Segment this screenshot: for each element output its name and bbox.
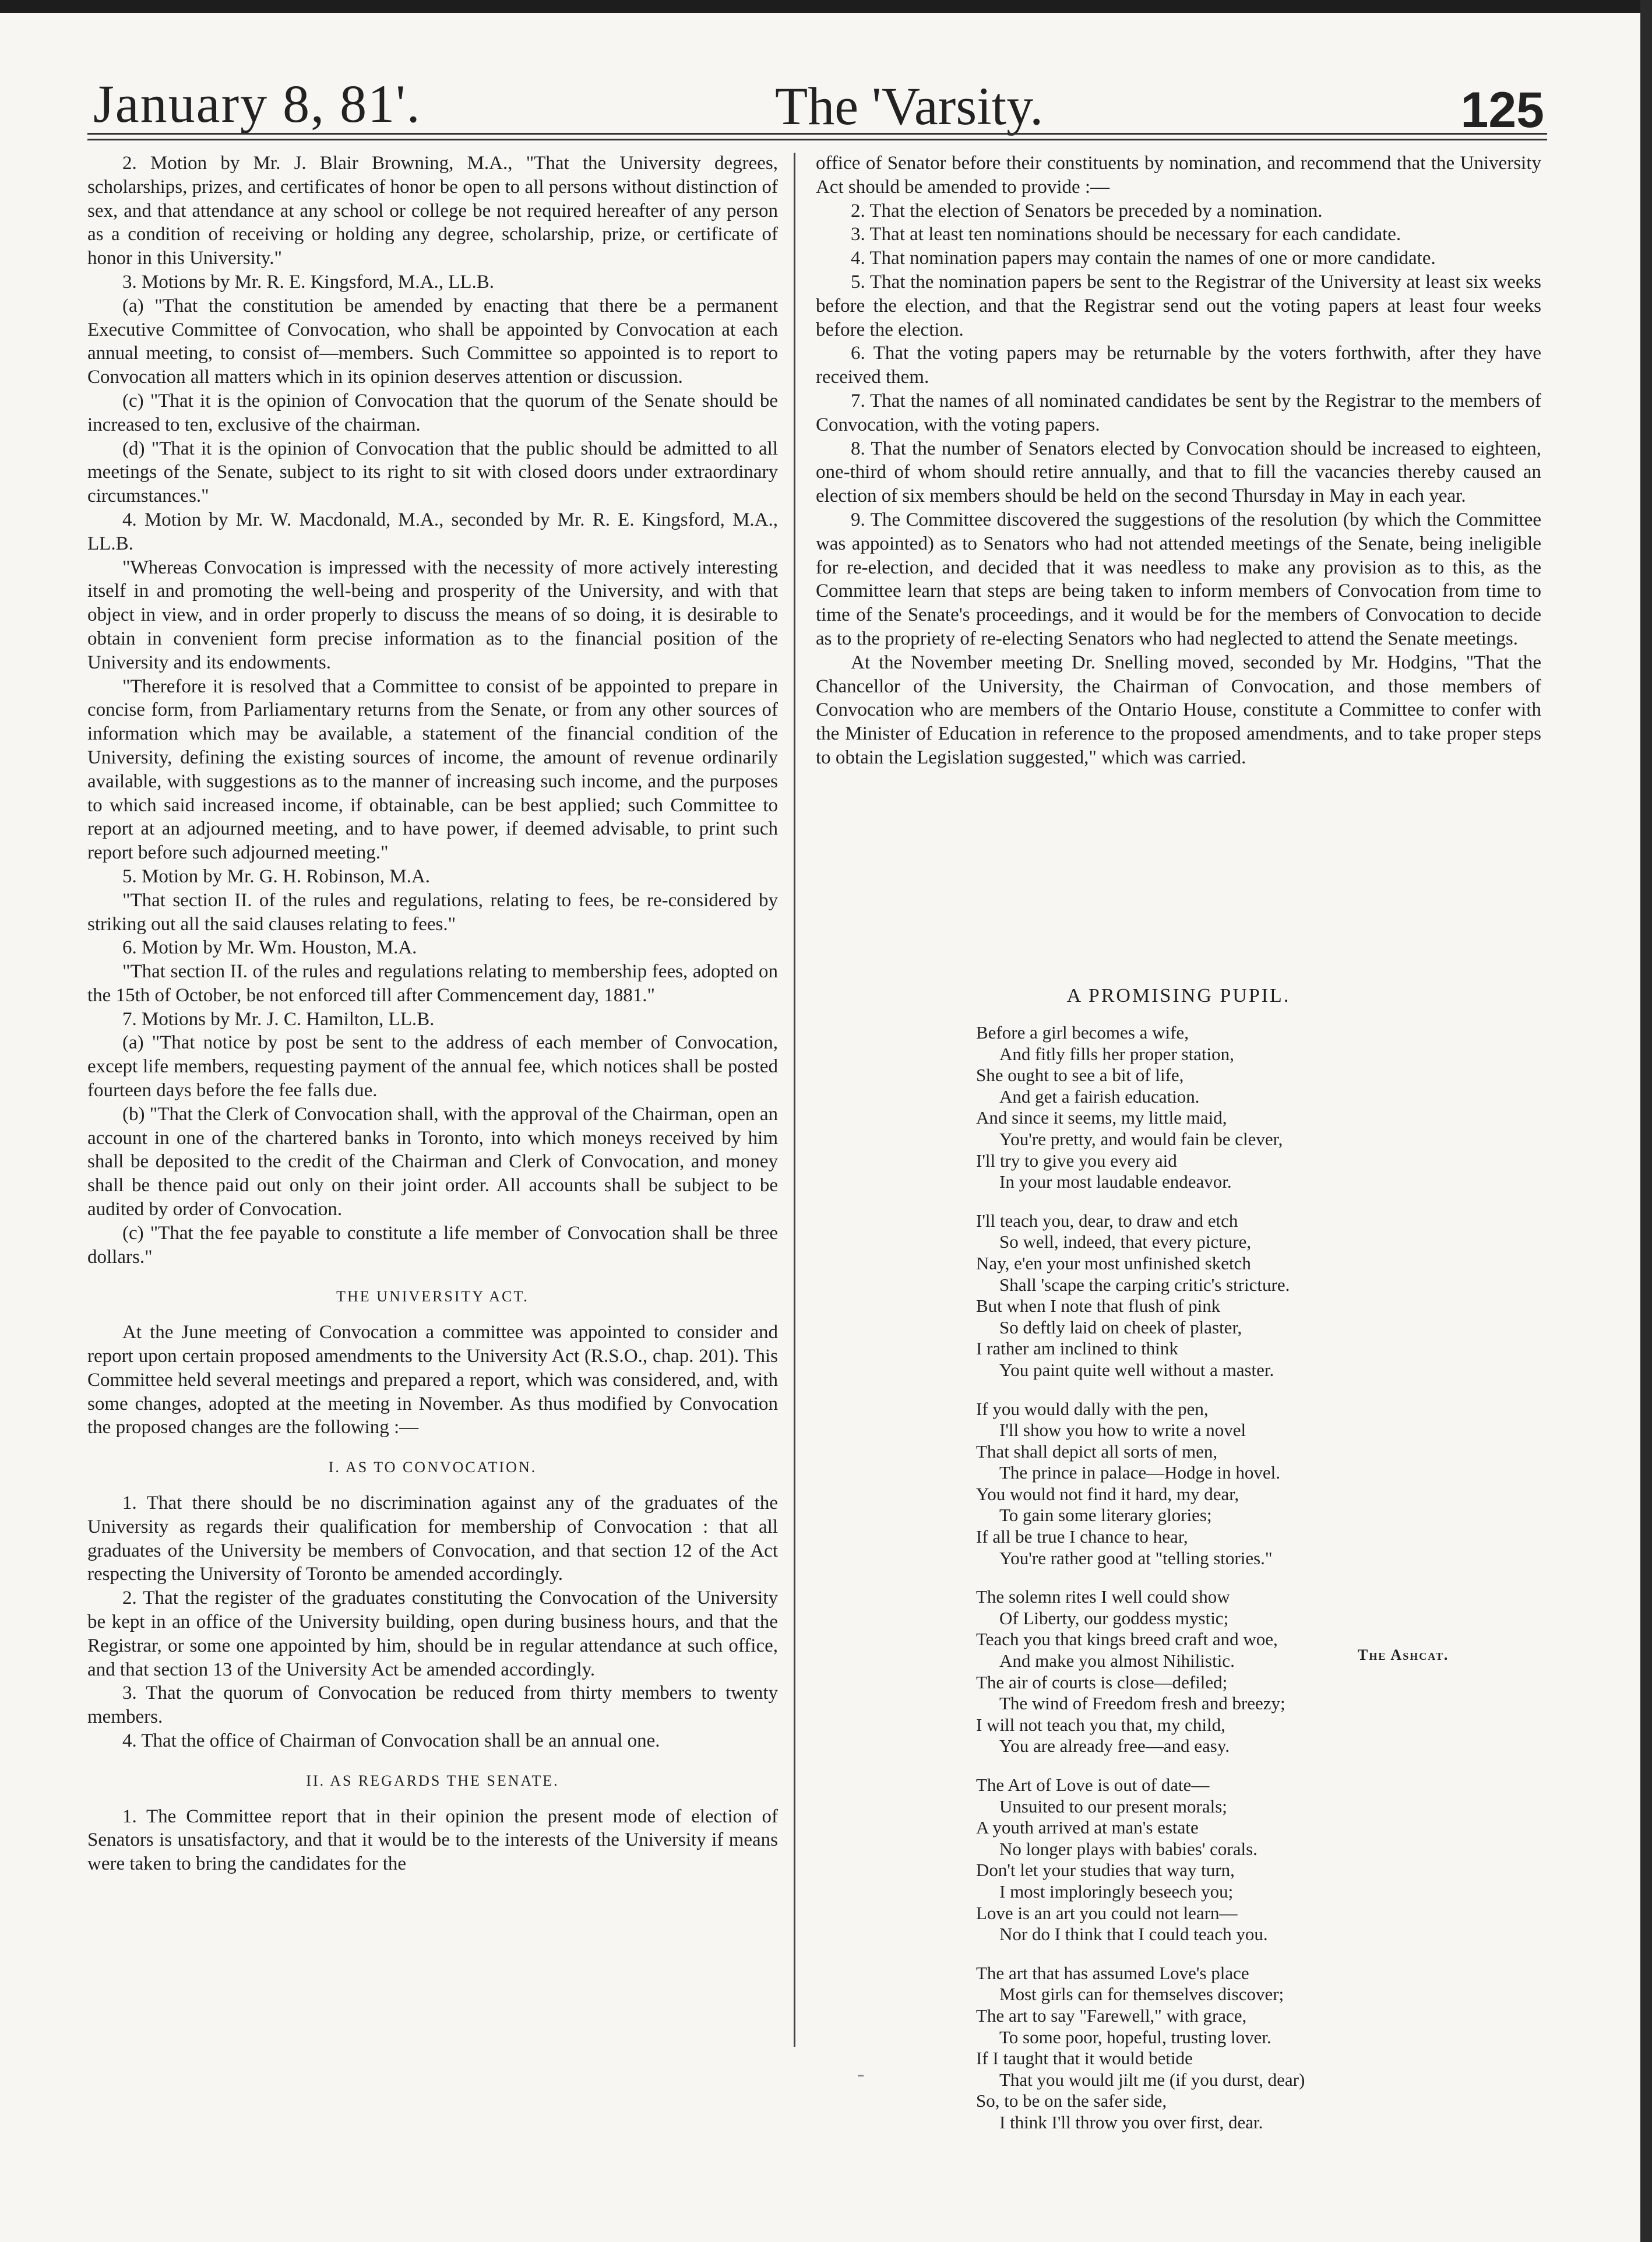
motion-7a: (a) "That notice by post be sent to the address of each member of Convocation, except life members, requesting payment of the annual fee, which notices shall be posted fourteen days before the fee falls due. — [87, 1032, 778, 1101]
poem-line: You are already free—and easy. — [999, 1736, 1230, 1757]
poem-line: I'll show you how to write a novel — [999, 1420, 1246, 1441]
stanza-5 — [976, 1775, 1500, 1945]
motion-7b: (b) "That the Clerk of Convocation shall, with the approval of the Chairman, open an account in one of the chartered banks in Toronto, into which moneys received by him shall be deposited to the credit of the Chairman and Clerk of Convocation, and money shall be thence paid out only on their joint order. All accounts shall be subject to be audited by order of Convocation. — [87, 1103, 778, 1220]
section-heading-university-act: THE UNIVERSITY ACT. — [336, 1288, 529, 1305]
senate-item-8: 8. That the number of Senators elected by Convocation should be increased to eighteen, one-third of whom should retire annually, and that to fill the vacancies thereby caused an election of six members should be held on the second Thursday in May in each year. — [816, 438, 1541, 507]
motion-4: 4. Motion by Mr. W. Macdonald, M.A., seconded by Mr. R. E. Kingsford, M.A., LL.B. — [87, 509, 778, 554]
stanza-1 — [976, 1022, 1500, 1193]
senate-item-1: 1. The Committee report that in their opinion the present mode of election of Senators is unsatisfactory, and that it would be to the interests of the University if means were taken to bring the candidates for the — [87, 1805, 778, 1875]
poem-line: I most imploringly beseech you; — [999, 1881, 1234, 1902]
poem-line: The solemn rites I well could show — [976, 1586, 1230, 1607]
motion-3a: (a) "That the constitution be amended by enacting that there be a permanent Executive Committee of Convocation, who shall be appointed by Convocation at each annual meeting, to consist of—members. Such Committee so appointed is to report to Convocation all matters which in its opinion deserves attention or discussion. — [87, 295, 778, 388]
section-heading-convocation: I. AS TO CONVOCATION. — [328, 1459, 537, 1476]
page-header — [87, 55, 1544, 143]
motion-6-heading: 6. Motion by Mr. Wm. Houston, M.A. — [122, 937, 417, 959]
poem-line: I will not teach you that, my child, — [976, 1714, 1225, 1735]
senate-item-3: 3. That at least ten nominations should be necessary for each candidate. — [851, 224, 1401, 245]
senate-item-5: 5. That the nomination papers be sent to the Registrar of the University at least six weeks before the election, and that the Registrar send out the voting papers at least four weeks before the election. — [816, 271, 1541, 340]
poem-line: The wind of Freedom fresh and breezy; — [999, 1693, 1285, 1714]
poem-line: I rather am inclined to think — [976, 1338, 1178, 1359]
left-column — [87, 152, 778, 2040]
poem-line: So well, indeed, that every picture, — [999, 1231, 1252, 1252]
university-act-intro: At the June meeting of Convocation a committee was appointed to consider and report upon certain proposed amendments to the University Act (R.S.O., chap. 201). This Committee held several meetings and prepared a report, which was considered, and, with some changes, adopted at the meeting in November. As thus modified by Convocation the proposed changes are the following :— — [87, 1322, 778, 1438]
poem-line: Don't let your studies that way turn, — [976, 1860, 1235, 1881]
poem-line: Before a girl becomes a wife, — [976, 1022, 1189, 1043]
poem-line: If I taught that it would betide — [976, 2048, 1193, 2069]
motion-6-text: "That section II. of the rules and regulations relating to membership fees, adopted on the 15th of October, be not enforced till after Commencement day, 1881." — [87, 961, 778, 1006]
poem-line: If all be true I chance to hear, — [976, 1526, 1188, 1547]
senate-item-2: 2. That the election of Senators be preceded by a nomination. — [851, 200, 1323, 221]
poem-line: The air of courts is close—defiled; — [976, 1671, 1228, 1692]
poem-title: A PROMISING PUPIL. — [1066, 985, 1291, 1006]
poem-signature: The Ashcat. — [1358, 1646, 1449, 1663]
poem-line: I'll try to give you every aid — [976, 1150, 1177, 1171]
poem-line: And fitly fills her proper station, — [999, 1043, 1234, 1064]
header-rule-top — [87, 133, 1547, 135]
poem-line: The prince in palace—Hodge in hovel. — [999, 1462, 1281, 1483]
poem-line: You paint quite well without a master. — [999, 1359, 1274, 1380]
stanza-6 — [976, 1963, 1500, 2134]
poem-line: Unsuited to our present morals; — [999, 1796, 1227, 1817]
poem-line: Most girls can for themselves discover; — [999, 1984, 1284, 2005]
poem-line: In your most laudable endeavor. — [999, 1171, 1232, 1192]
motion-5-text: "That section II. of the rules and regulations, relating to fees, be re-considered by striking out all the said clauses relating to fees." — [87, 889, 778, 935]
poem-line: I think I'll throw you over first, dear. — [999, 2111, 1263, 2132]
poem-line: Love is an art you could not learn— — [976, 1902, 1238, 1923]
senate-item-1-continued: office of Senator before their constituents by nomination, and recommend that the University Act should be amended to provide :— — [816, 153, 1541, 198]
poem-line: That you would jilt me (if you durst, dear) — [999, 2069, 1305, 2090]
scan-right-border — [1640, 0, 1652, 2242]
poem-line: But when I note that flush of pink — [976, 1296, 1221, 1317]
section-heading-senate: II. AS REGARDS THE SENATE. — [306, 1772, 559, 1789]
poem-body — [976, 1022, 1500, 2134]
poem-line: You're rather good at "telling stories." — [999, 1547, 1273, 1568]
publication-title: The 'Varsity. — [775, 76, 1044, 136]
poem-line: And make you almost Nihilistic. — [999, 1650, 1235, 1671]
november-meeting: At the November meeting Dr. Snelling moved, seconded by Mr. Hodgins, "That the Chancellor of the University, the Chairman of Convocation, and those members of Convocation who are members of the Ontario House, constitute a Committee to confer with the Minister of Education in reference to the proposed amendments, and to take proper steps to obtain the Legislation suggested," which was carried. — [816, 652, 1541, 768]
stanza-4 — [976, 1586, 1500, 1757]
header-rule-bottom — [87, 139, 1547, 140]
poem-line: The art that has assumed Love's place — [976, 1962, 1249, 1983]
senate-item-4: 4. That nomination papers may contain the names of one or more candidate. — [851, 248, 1436, 269]
scan-top-border — [0, 0, 1652, 13]
motion-7-heading: 7. Motions by Mr. J. C. Hamilton, LL.B. — [122, 1008, 435, 1030]
poem-line: No longer plays with babies' corals. — [999, 1838, 1258, 1859]
poem-line: Shall 'scape the carping critic's stricture. — [999, 1274, 1290, 1295]
page-number: 125 — [1460, 82, 1544, 138]
motion-7c: (c) "That the fee payable to constitute a life member of Convocation shall be three dollars." — [87, 1222, 778, 1268]
senate-item-9: 9. The Committee discovered the suggestions of the resolution (by which the Committee was appointed) as to Senators who had not attended meetings of the Senate, being ineligible for re-election, and decided that it was needless to make any provision as to this, as the Committee learn that steps are being taken to inform members of Convocation from time to time of the Senate's proceedings, and it would be for the members of Convocation to decide as to the propriety of re-electing Senators who had neglected to attend the Senate meetings. — [816, 509, 1541, 649]
poem-line: The art to say "Farewell," with grace, — [976, 2005, 1247, 2026]
convocation-item-2: 2. That the register of the graduates constituting the Convocation of the University be kept in an office of the University building, open during business hours, and that the Registrar, or some one appointed by him, should be in regular attendance at such office, and that section 13 of the University Act be amended accordingly. — [87, 1588, 778, 1680]
poem-line: You're pretty, and would fain be clever, — [999, 1128, 1283, 1149]
scan-speck — [858, 2075, 864, 2076]
poem-line: And get a fairish education. — [999, 1086, 1200, 1107]
poem-line: Of Liberty, our goddess mystic; — [999, 1607, 1229, 1628]
motion-4-whereas: "Whereas Convocation is impressed with the necessity of more actively interesting itself in and promoting the well-being and prosperity of the University, and with that object in view, and in order properly to discuss the means of so doing, it is desirable to obtain in convenient form precise information as to the financial position of the University and its endowments. — [87, 557, 778, 673]
poem-line: I'll teach you, dear, to draw and etch — [976, 1210, 1238, 1231]
poem-line: She ought to see a bit of life, — [976, 1065, 1184, 1086]
poem-line: A youth arrived at man's estate — [976, 1817, 1199, 1838]
poem-line: Nor do I think that I could teach you. — [999, 1924, 1268, 1945]
motion-5-heading: 5. Motion by Mr. G. H. Robinson, M.A. — [122, 865, 431, 887]
convocation-item-1: 1. That there should be no discrimination against any of the graduates of the University as regards their qualification for membership of Convocation : that all graduates of the University be members of Convocation, and that section 12 of the Act respecting the University of Toronto be amended accordingly. — [87, 1493, 778, 1585]
motion-3d: (d) "That it is the opinion of Convocation that the public should be admitted to all meetings of the Senate, subject to its right to sit with closed doors under extraordinary circumstances." — [87, 438, 778, 507]
poem-line: And since it seems, my little maid, — [976, 1107, 1227, 1128]
stanza-2 — [976, 1210, 1500, 1381]
convocation-item-3: 3. That the quorum of Convocation be reduced from thirty members to twenty members. — [87, 1683, 778, 1728]
motion-4-resolved: "Therefore it is resolved that a Committee to consist of be appointed to prepare in concise form, from Parliamentary returns from the Senate, or from any other sources of information which may be available, a statement of the financial condition of the University, defining the existing sources of income, the amount of revenue ordinarily available, with suggestions as to the manner of increasing such income, and the purposes to which said increased income, if obtainable, can be best applied; such Committee to report at an adjourned meeting, and to have power, if deemed advisable, to print such report before such adjourned meeting." — [87, 675, 778, 864]
senate-item-7: 7. That the names of all nominated candidates be sent by the Registrar to the members of Convocation, with the voting papers. — [816, 390, 1541, 435]
stanza-3 — [976, 1399, 1500, 1569]
poem-line: To some poor, hopeful, trusting lover. — [999, 2026, 1271, 2047]
issue-date: January 8, 81'. — [93, 74, 421, 133]
poem-line: The Art of Love is out of date— — [976, 1775, 1210, 1795]
motion-3-heading: 3. Motions by Mr. R. E. Kingsford, M.A., LL.B. — [122, 271, 495, 293]
poem-line: To gain some literary glories; — [999, 1505, 1212, 1526]
column-divider — [794, 153, 795, 2047]
poem-line: So, to be on the safer side, — [976, 2090, 1167, 2111]
motion-2: 2. Motion by Mr. J. Blair Browning, M.A., "That the University degrees, scholarships, prizes, and certificates of honor be open to all persons without distinction of sex, and that attendance at any school or college be not required hereafter of any person as a condition of receiving or holding any degree, scholarship, prize, or certificate of honor in this University." — [87, 153, 778, 269]
poem-line: So deftly laid on cheek of plaster, — [999, 1317, 1242, 1338]
poem-line: Nay, e'en your most unfinished sketch — [976, 1252, 1251, 1273]
motion-3c: (c) "That it is the opinion of Convocation that the quorum of the Senate should be increased to ten, exclusive of the chairman. — [87, 390, 778, 435]
senate-item-6: 6. That the voting papers may be returnable by the voters forthwith, after they have received them. — [816, 343, 1541, 388]
poem-line: You would not find it hard, my dear, — [976, 1483, 1239, 1504]
poem-line: If you would dally with the pen, — [976, 1398, 1209, 1419]
convocation-item-4: 4. That the office of Chairman of Convocation shall be an annual one. — [122, 1730, 660, 1751]
poem-line: That shall depict all sorts of men, — [976, 1441, 1218, 1462]
poem-line: Teach you that kings breed craft and woe, — [976, 1629, 1278, 1650]
